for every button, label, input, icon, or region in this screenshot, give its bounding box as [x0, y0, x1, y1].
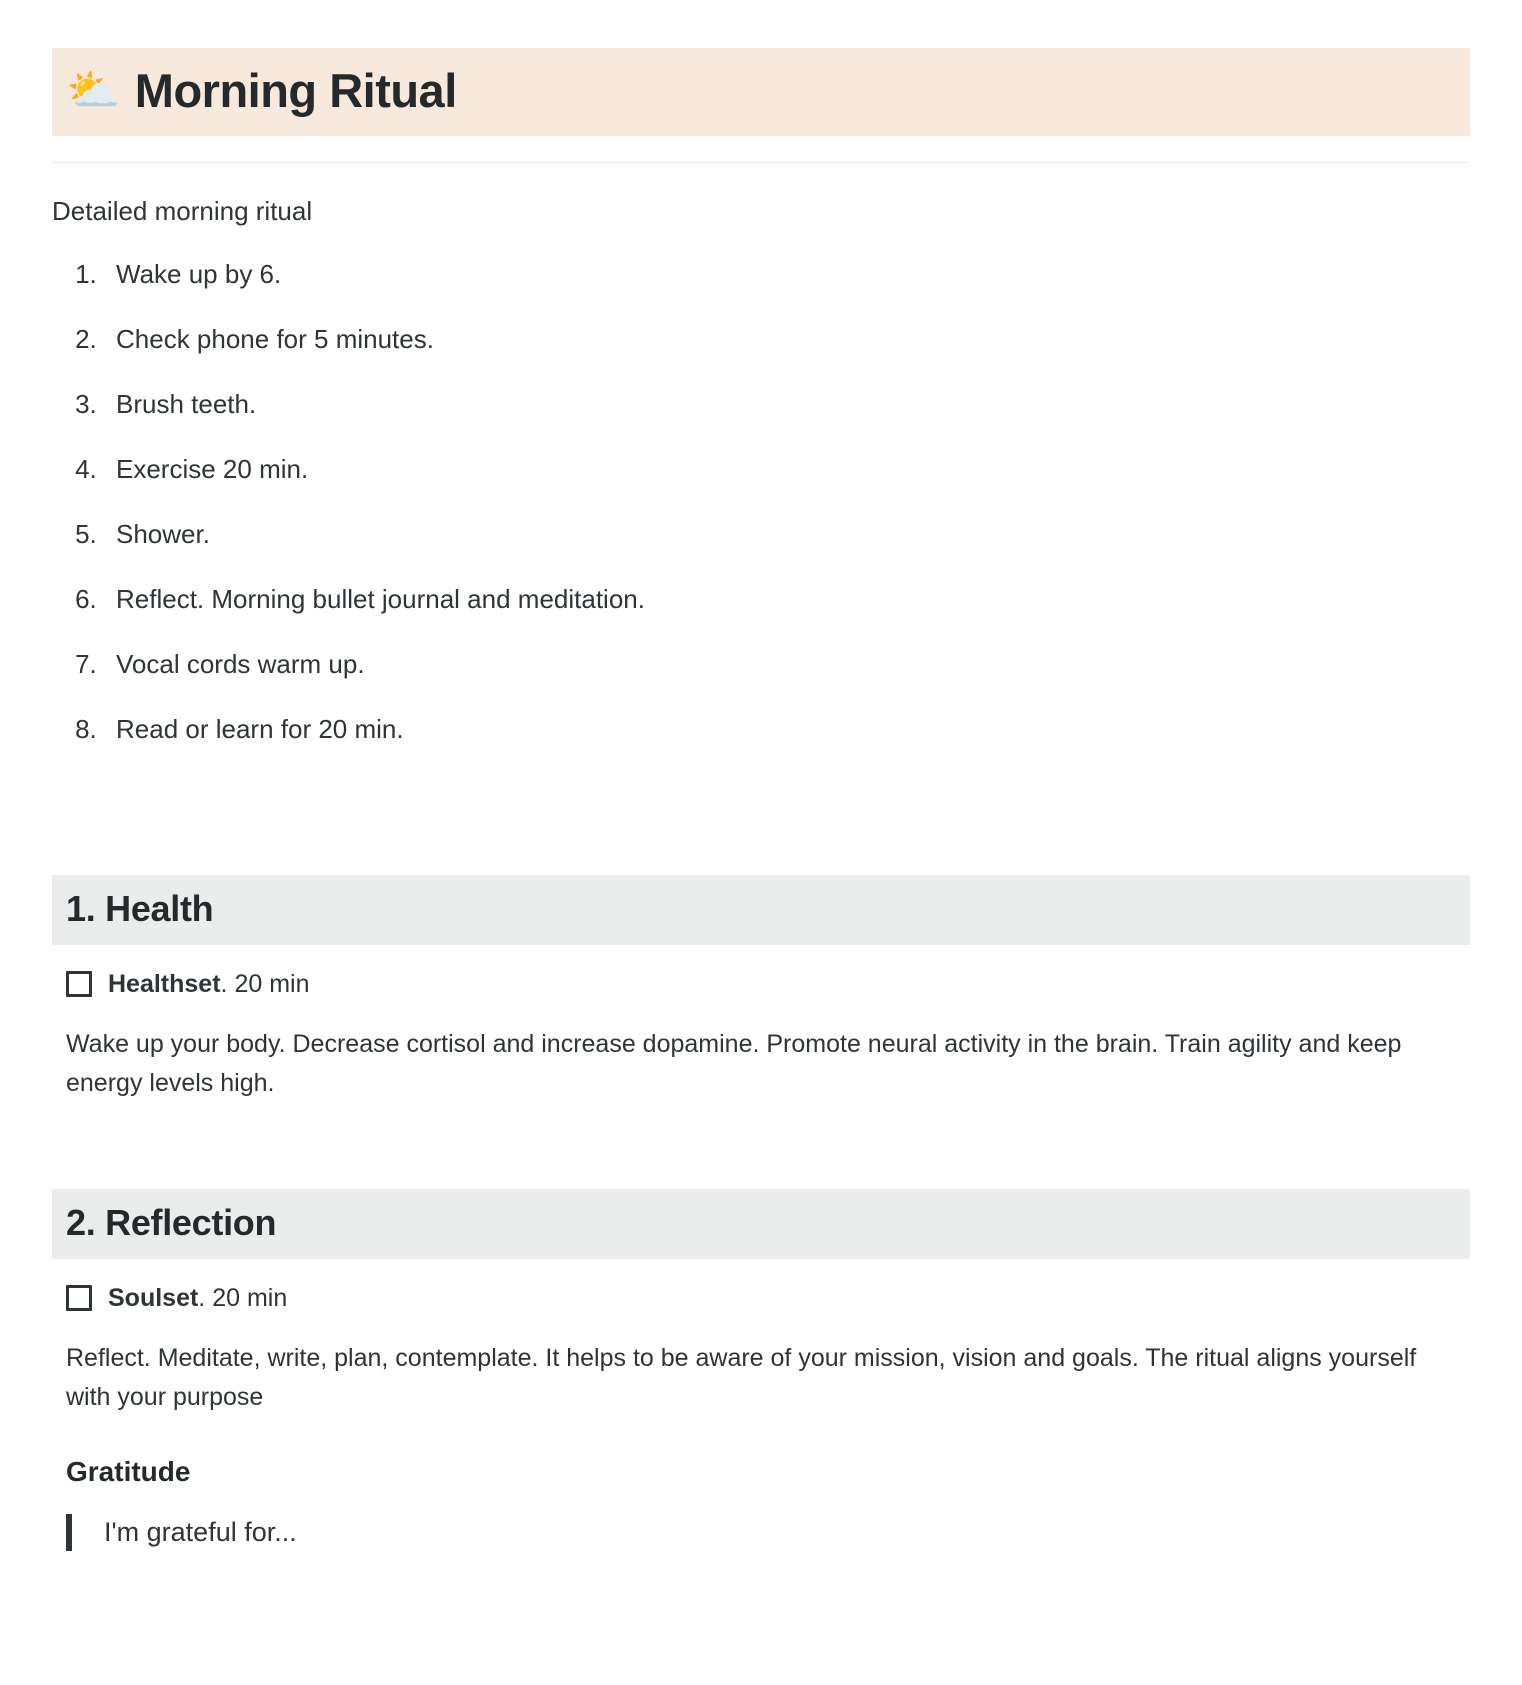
todo-name: Healthset: [108, 969, 221, 998]
section-body-health: Wake up your body. Decrease cortisol and increase dopamine. Promote neural activity in the brain. Train agility and keep energy levels high.: [66, 1029, 1402, 1097]
todo-item-soulset[interactable]: [52, 1283, 1470, 1313]
sub-heading-gratitude: Gratitude: [66, 1456, 191, 1488]
list-item: 5. Shower.: [104, 517, 1470, 552]
section-title: 2. Reflection: [66, 1202, 277, 1244]
todo-label-healthset: [108, 969, 310, 999]
list-item: 6. Reflect. Morning bullet journal and meditation.: [104, 582, 1470, 617]
checkbox-healthset[interactable]: [66, 971, 92, 997]
title-row: [66, 66, 1456, 116]
intro-paragraph: Detailed morning ritual: [52, 195, 313, 226]
list-item: 8. Read or learn for 20 min.: [104, 712, 1470, 747]
sun-behind-cloud-icon: ⛅: [66, 64, 121, 116]
todo-name: Soulset: [108, 1283, 199, 1312]
list-item: 3. Brush teeth.: [104, 387, 1470, 422]
todo-item-healthset[interactable]: [52, 969, 1470, 999]
todo-duration: 20 min: [234, 969, 310, 998]
ritual-steps-list: [52, 257, 1470, 748]
document-page: [0, 48, 1522, 1685]
spacer: [52, 1127, 1470, 1189]
gratitude-prompt-text: I'm grateful for...: [104, 1517, 297, 1548]
list-item: 2. Check phone for 5 minutes.: [104, 322, 1470, 357]
section-heading-reflection: [52, 1189, 1470, 1259]
page-title-banner: [52, 48, 1470, 136]
todo-duration: 20 min: [212, 1283, 288, 1312]
gratitude-blockquote: [66, 1514, 1470, 1550]
list-item: 1. Wake up by 6.: [104, 257, 1470, 292]
document-content: [0, 193, 1522, 1551]
todo-separator: .: [220, 969, 235, 998]
list-item: 7. Vocal cords warm up.: [104, 647, 1470, 682]
header-divider: [52, 162, 1470, 163]
section-heading-health: [52, 875, 1470, 945]
page-title: Morning Ritual: [134, 64, 457, 117]
todo-separator: .: [198, 1283, 213, 1312]
spacer: [52, 747, 1470, 875]
section-title: 1. Health: [66, 888, 214, 930]
section-body-reflection: Reflect. Meditate, write, plan, contemplate. It helps to be aware of your mission, vision and goals. The ritual aligns yourself with your purpose: [66, 1343, 1417, 1411]
checkbox-soulset[interactable]: [66, 1285, 92, 1311]
todo-label-soulset: [108, 1283, 287, 1313]
list-item: 4. Exercise 20 min.: [104, 452, 1470, 487]
